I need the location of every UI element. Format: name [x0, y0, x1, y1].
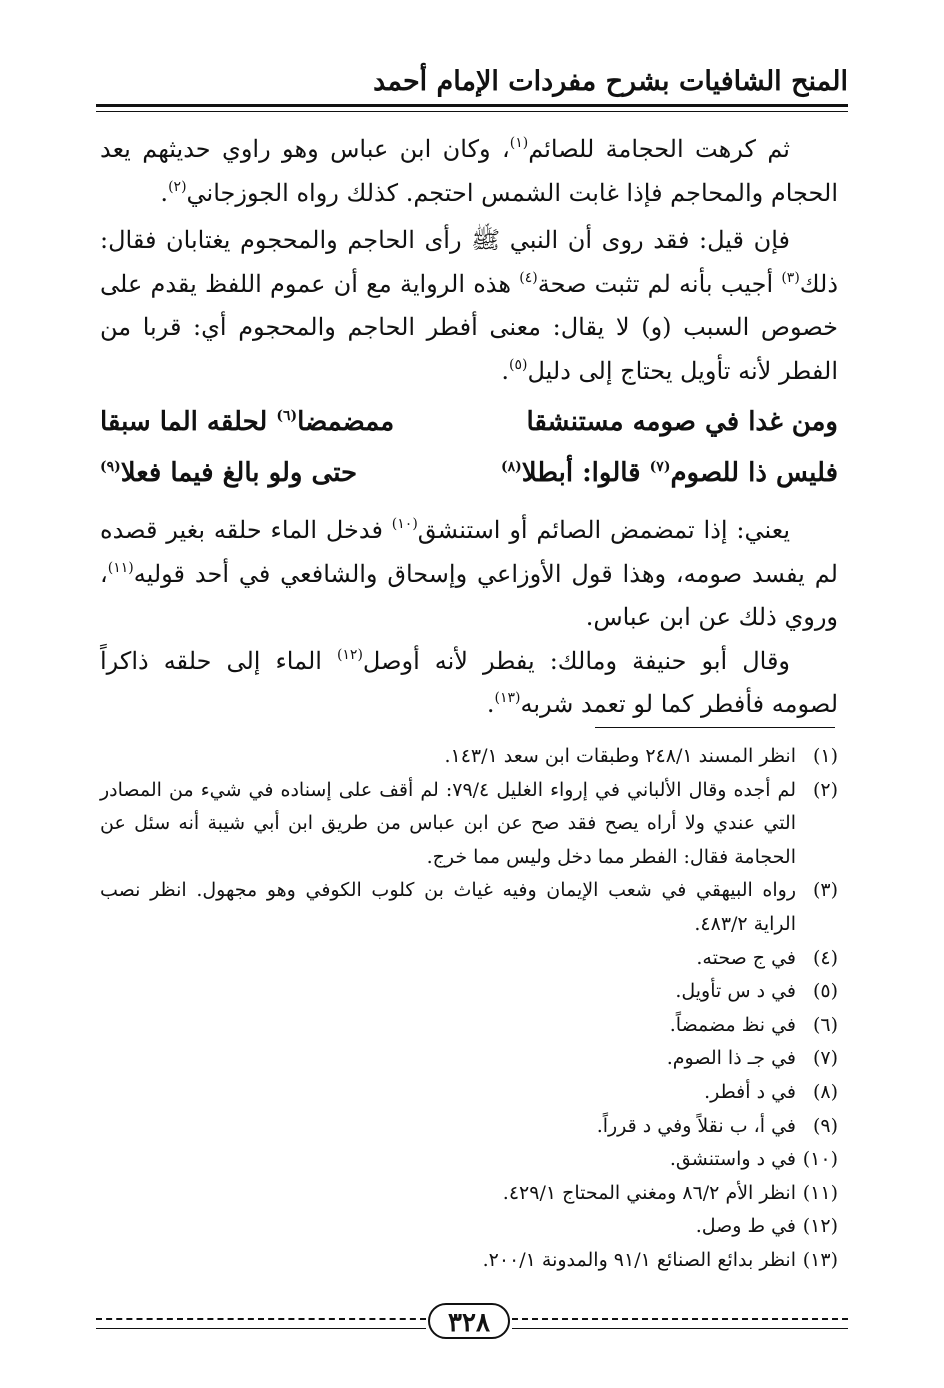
footnote-text: لم أجده وقال الألباني في إرواء الغليل ٧٩/٤: لم أقف على إسناده في شيء من المصادر التي عندي ولا أراه يصح فقد صح عن ابن عباس من طريق ابن أبي شيبة أنه سئل عن الحجامة فقال: الفطر مما دخل وليس مما خرج. [100, 778, 796, 868]
footnote [100, 975, 838, 1009]
hemistich-left-1: ممضمضا$^{(٦)}$ لحلقه الما سبقا [100, 407, 395, 437]
footnote-text: في نظ مضمضاً. [669, 1013, 796, 1036]
footnote-number: (١٢) [802, 1215, 838, 1238]
poem-line-2 [100, 448, 838, 499]
footnote-ref-4: (٤) [519, 269, 538, 286]
footnote-ref-12: (١٢) [336, 646, 363, 663]
footnote-number: (٦) [812, 1013, 838, 1036]
footnote-number: (٣) [812, 879, 838, 902]
footnote-text: انظر بدائع الصنائع ٩١/١ والمدونة ٢٠٠/١. [482, 1248, 796, 1271]
footnote [100, 774, 838, 875]
paragraph-3: يعني: إذا تمضمض الصائم أو استنشق$^{(١٠)}$ فدخل الماء حلقه بغير قصده لم يفسد صومه، وهذا قول الأوزاعي وإسحاق والشافعي في أحد قوليه$^{(١١)}$، وروي ذلك عن ابن عباس. [100, 516, 838, 631]
footnote [100, 1042, 838, 1076]
footnote [100, 942, 838, 976]
footnote-ref-11: (١١) [107, 559, 134, 576]
hemistich-left-2: حتى ولو بالغ فيما فعلا$^{(٩)}$ [100, 458, 358, 488]
main-text [100, 128, 838, 727]
footnote-separator [595, 727, 835, 728]
footnote [100, 740, 838, 774]
footnote-text: في د س تأويل. [675, 980, 796, 1003]
footnote-text: في ط وصل. [695, 1215, 796, 1238]
footnote-number: (٩) [812, 1114, 838, 1137]
footnote-text: في جـ ذا الصوم. [666, 1047, 796, 1070]
poem-line-1 [100, 397, 838, 448]
footnote-text: في أ، ب نقلاً وفي د قرراً. [596, 1114, 796, 1137]
hemistich-right-1: ومن غدا في صومه مستنشقا [526, 407, 838, 437]
footnote-text: في د واستنشق. [669, 1148, 796, 1171]
footnote-text: في د أفطر. [704, 1080, 796, 1103]
footnote-number: (١٣) [802, 1248, 838, 1271]
footnote-ref-1: (١) [509, 135, 529, 151]
footer-dashed-rule-right [512, 1318, 848, 1320]
footnote [100, 874, 838, 941]
footnote-number: (٤) [812, 946, 838, 969]
footnote-number: (٢) [812, 778, 838, 801]
footnote [100, 1076, 838, 1110]
footnote [100, 1210, 838, 1244]
footnote-ref-5: (٥) [509, 356, 528, 373]
footnote-text: في ج صحته. [696, 946, 796, 969]
paragraph-2: فإن قيل: فقد روى أن النبي ﷺ رأى الحاجم والمحجوم يغتابان فقال: ذلك$^{(٣)}$ أجيب بأنه لم تثبت صحة$^{(٤)}$ هذه الرواية مع أن عموم اللفظ يقدم على خصوص السبب (و) لا يقال: معنى أفطر الحاجم والمحجوم أي: قربا من الفطر لأنه تأويل يحتاج إلى دليل$^{(٥)}$. [100, 226, 839, 385]
footnote-ref-13: (١٣) [494, 690, 521, 706]
footnote-ref-8: (٨) [500, 459, 522, 475]
footnote-number: (١٠) [802, 1148, 838, 1171]
footnote-number: (٧) [812, 1047, 838, 1070]
footnote-number: (١) [812, 745, 838, 767]
footnote [100, 1110, 838, 1144]
hemistich-right-2: فليس ذا للصوم$^{(٧)}$ قالوا: أبطلا$^{(٨)}$ [500, 458, 838, 488]
footnote-ref-2: (٢) [168, 178, 187, 195]
paragraph-1: ثم كرهت الحجامة للصائم$^{(١)}$، وكان ابن عباس وهو راوي حديثهم يعد الحجام والمحاجم فإذا غابت الشمس احتجم. كذلك رواه الجوزجاني$^{(٢)}$. [100, 135, 838, 207]
footnotes [100, 740, 838, 1278]
footnote-ref-3: (٣) [781, 269, 800, 286]
footnote-ref-10: (١٠) [391, 516, 418, 532]
running-head-title: المنح الشافيات بشرح مفردات الإمام أحمد [373, 66, 848, 97]
footnote-number: (١١) [802, 1181, 838, 1204]
footnote-ref-6: (٦) [276, 408, 298, 424]
footnote-text: رواه البيهقي في شعب الإيمان وفيه غياث بن كلوب الكوفي وهو مجهول. انظر نصب الراية ٤٨٣/٢. [100, 879, 796, 935]
footnote [100, 1244, 838, 1278]
header-rule-thin [96, 111, 848, 112]
footnote-ref-7: (٧) [649, 459, 671, 475]
footnote-text: انظر المسند ٢٤٨/١ وطبقات ابن سعد ١٤٣/١. [444, 745, 796, 767]
footnote [100, 1143, 838, 1177]
poem-verses [100, 397, 838, 499]
footer-rule-left [96, 1328, 426, 1329]
footnote-number: (٥) [812, 980, 838, 1003]
header-rule [96, 104, 848, 107]
paragraph-4: وقال أبو حنيفة ومالك: يفطر لأنه أوصل$^{(١٢)}$ الماء إلى حلقه ذاكراً لصومه فأفطر كما لو تعمد شربه$^{(١٣)}$. [100, 646, 838, 718]
footer-rule-right [512, 1328, 848, 1329]
footnote-ref-9: (٩) [100, 459, 121, 475]
footnote-text: انظر الأم ٨٦/٢ ومغني المحتاج ٤٢٩/١. [502, 1181, 796, 1204]
footer-dashed-rule-left [96, 1318, 426, 1320]
footnote [100, 1009, 838, 1043]
footnote-number: (٨) [812, 1080, 838, 1103]
footnote [100, 1177, 838, 1211]
page-number: ٣٢٨ [428, 1303, 510, 1339]
